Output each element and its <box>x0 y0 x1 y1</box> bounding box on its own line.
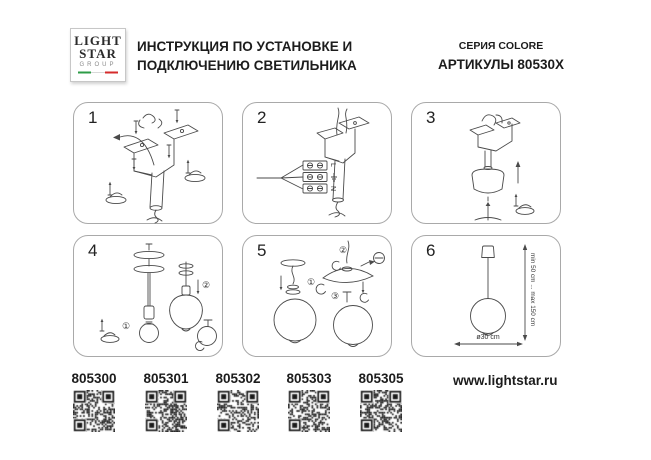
article-column <box>130 371 202 432</box>
series-block <box>438 40 564 72</box>
step-panel-2 <box>242 102 392 224</box>
canopy-install-illustration <box>412 103 562 225</box>
dimensions-illustration <box>412 236 562 358</box>
wiring-illustration <box>243 103 393 225</box>
page-title-line1: ИНСТРУКЦИЯ ПО УСТАНОВКЕ И <box>137 39 353 54</box>
step-number: 4 <box>88 241 98 260</box>
step-number: 1 <box>88 108 98 127</box>
terminal-label-neutral: N <box>329 186 336 192</box>
page-title-line2: ПОДКЛЮЧЕНИЮ СВЕТИЛЬНИКА <box>137 58 357 73</box>
bulb-and-shade-illustration <box>74 236 224 358</box>
page-title <box>137 37 357 75</box>
article-number: 805301 <box>143 371 189 386</box>
qr-code <box>73 390 115 432</box>
qr-code <box>217 390 259 432</box>
qr-code <box>288 390 330 432</box>
step-mark-3: ③ <box>331 291 340 301</box>
qr-code <box>360 390 402 432</box>
lightstar-logo <box>70 28 126 82</box>
step-mark-2: ② <box>202 280 211 290</box>
article-column <box>345 371 417 432</box>
series-name: СЕРИЯ COLORE <box>458 40 544 52</box>
article-number: 805302 <box>215 371 261 386</box>
step-panel-1 <box>73 102 223 224</box>
terminal-label-live: L <box>329 163 336 167</box>
step-panel-5 <box>242 235 392 357</box>
step-number: 6 <box>426 241 436 260</box>
article-number: 805303 <box>286 371 332 386</box>
step-mark-1: ① <box>307 277 316 287</box>
website-url: www.lightstar.ru <box>453 373 558 388</box>
bracket-mounting-illustration <box>74 103 224 225</box>
height-dimension-label: min 50 cm ... max 150 cm <box>529 253 536 327</box>
logo-line1: LIGHT <box>74 33 122 48</box>
step-mark-1: ① <box>122 321 131 331</box>
italian-flag-stripe <box>78 71 118 74</box>
step-number: 3 <box>426 108 436 127</box>
logo-line2: STAR <box>79 46 117 61</box>
shade-fixing-illustration <box>243 236 393 358</box>
step-panel-6 <box>411 235 561 357</box>
diameter-dimension-label: ø30 cm <box>476 334 500 341</box>
article-number: 805300 <box>71 371 117 386</box>
qr-code <box>145 390 187 432</box>
article-column <box>273 371 345 432</box>
article-column <box>202 371 274 432</box>
step-panel-4 <box>73 235 223 357</box>
logo-line3: GROUP <box>79 62 117 68</box>
article-number: 805305 <box>358 371 404 386</box>
step-number: 5 <box>257 241 267 260</box>
article-column <box>58 371 130 432</box>
step-mark-2: ② <box>339 245 348 255</box>
step-number: 2 <box>257 108 267 127</box>
articles-code: АРТИКУЛЫ 80530X <box>438 57 564 72</box>
step-panel-3 <box>411 102 561 224</box>
